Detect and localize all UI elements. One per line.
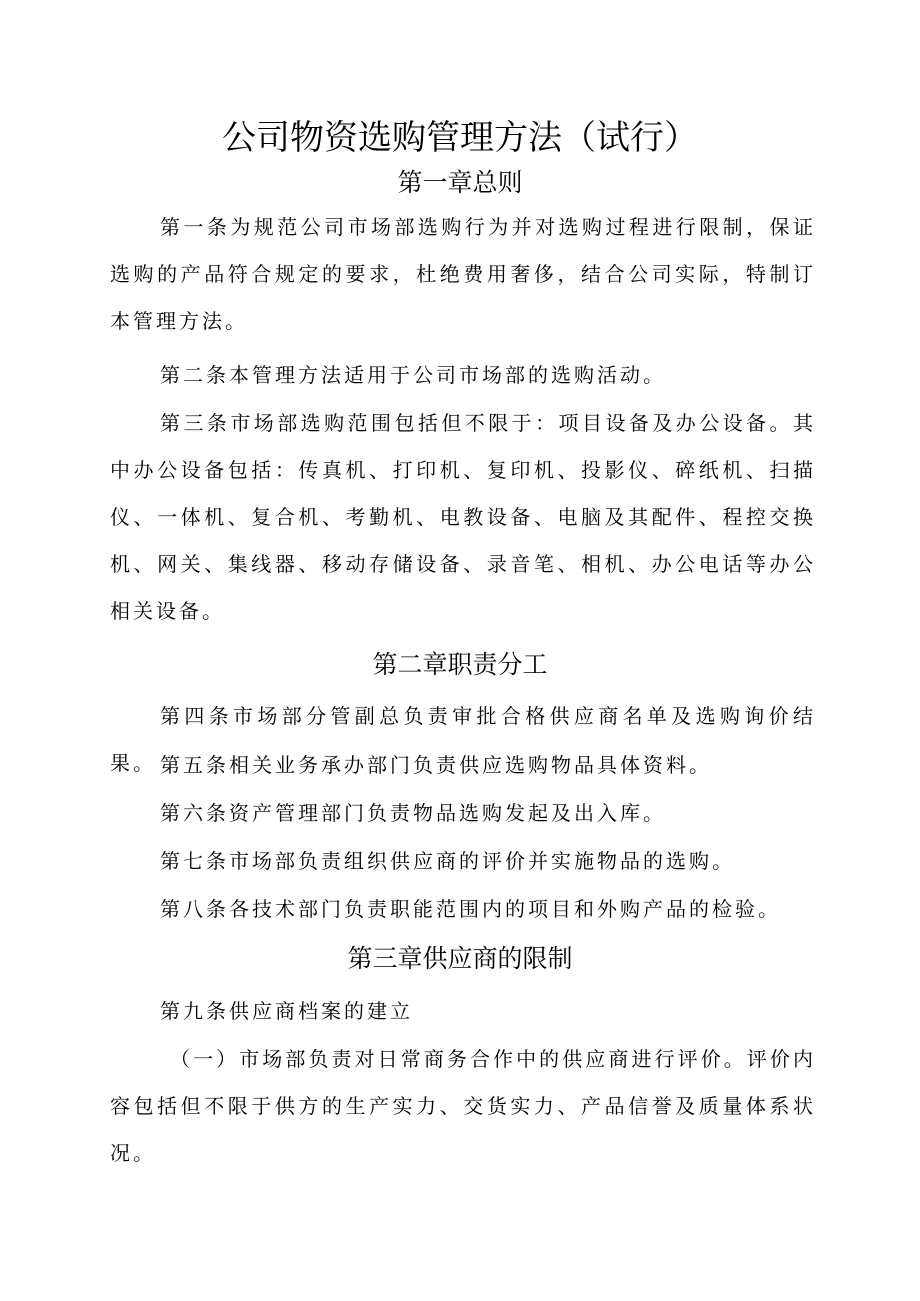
article-7-paragraph: 第七条市场部负责组织供应商的评价并实施物品的选购。 xyxy=(160,849,735,873)
chapter-heading-3: 第三章供应商的限制 xyxy=(347,944,573,973)
article-4-paragraph: 第四条市场部分管副总负责审批合格供应商名单及选购询价结果。 xyxy=(110,704,816,775)
chapter-heading-1: 第一章总则 xyxy=(397,168,523,197)
article-8-paragraph: 第八条各技术部门负责职能范围内的项目和外购产品的检验。 xyxy=(160,897,781,921)
article-9-paragraph: 第九条供应商档案的建立 xyxy=(160,999,413,1023)
chapter-heading-2: 第二章职责分工 xyxy=(372,650,548,679)
article-3-paragraph: 第三条市场部选购范围包括但不限于：项目设备及办公设备。其中办公设备包括：传真机、打印机、复印机、投影仪、碎纸机、扫描仪、一体机、复合机、考勤机、电教设备、电脑及其配件、程控交换机、网关、集线器、移动存储设备、录音笔、相机、办公电话等办公相关设备。 xyxy=(110,411,816,623)
article-2-paragraph: 第二条本管理方法适用于公司市场部的选购活动。 xyxy=(160,363,666,387)
article-5-paragraph: 第五条相关业务承办部门负责供应选购物品具体资料。 xyxy=(160,753,712,777)
article-6-paragraph: 第六条资产管理部门负责物品选购发起及出入库。 xyxy=(160,801,666,825)
document-title: 公司物资选购管理方法（试行） xyxy=(222,118,698,158)
article-1-paragraph: 第一条为规范公司市场部选购行为并对选购过程进行限制，保证选购的产品符合规定的要求，杜绝费用奢侈，结合公司实际，特制订本管理方法。 xyxy=(110,215,816,333)
article-9-clause-1-paragraph: （一）市场部负责对日常商务合作中的供应商进行评价。评价内容包括但不限于供方的生产实力、交货实力、产品信誉及质量体系状况。 xyxy=(110,1047,816,1165)
